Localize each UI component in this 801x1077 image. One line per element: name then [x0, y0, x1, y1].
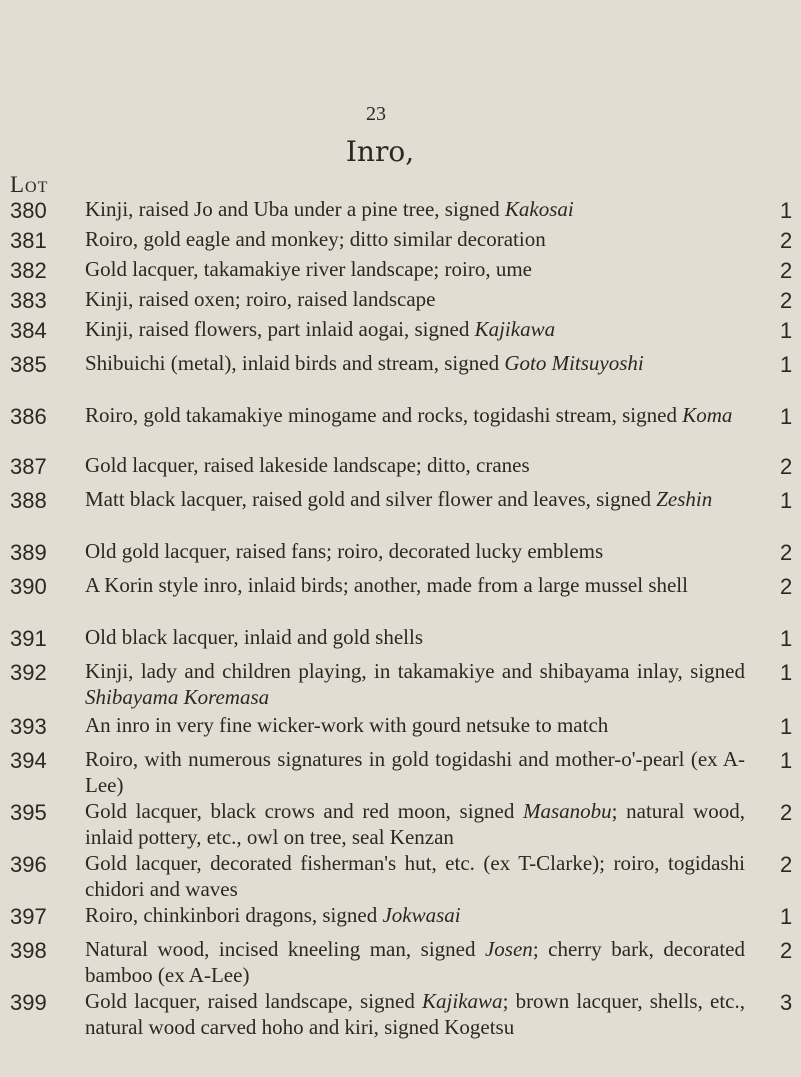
lot-quantity: 2	[780, 852, 793, 877]
lot-description	[85, 572, 745, 598]
lot-description-text: Matt black lacquer, raised gold and silver flower and leaves, signed	[85, 487, 657, 511]
lot-quantity: 2	[780, 574, 793, 599]
lot-signature: Koma	[682, 403, 733, 427]
lot-signature: Zeshin	[656, 487, 713, 511]
lot-number: 393	[10, 714, 47, 739]
lot-description-text: Roiro, with numerous signatures in gold togidashi and mother-o'-pearl (ex A-Lee)	[85, 747, 745, 797]
lot-description-text: Kinji, raised oxen; roiro, raised landscape	[85, 287, 436, 311]
lot-quantity: 2	[780, 938, 793, 963]
lot-quantity: 2	[780, 540, 793, 565]
lot-number: 397	[10, 904, 47, 929]
lot-quantity: 1	[780, 488, 793, 513]
lot-description	[85, 402, 745, 428]
lot-quantity: 3	[780, 990, 793, 1015]
lot-description	[85, 286, 745, 312]
lot-quantity: 1	[780, 748, 793, 773]
lot-description	[85, 712, 745, 738]
lot-signature: Kajikawa	[474, 317, 556, 341]
lot-signature: Shibayama Koremasa	[85, 685, 270, 709]
lot-description-text: Old gold lacquer, raised fans; roiro, decorated lucky emblems	[85, 539, 604, 563]
lot-description	[85, 902, 745, 928]
lot-number: 394	[10, 748, 47, 773]
lot-description-text: An inro in very fine wicker-work with gourd netsuke to match	[85, 713, 609, 737]
lot-quantity: 1	[780, 352, 793, 377]
lot-number: 387	[10, 454, 47, 479]
lot-description-continued: ; cherry bark, decorated bamboo (ex A-Lee)	[85, 937, 745, 987]
lot-number: 380	[10, 198, 47, 223]
lot-number: 382	[10, 258, 47, 283]
lot-signature: Goto Mitsuyoshi	[504, 351, 644, 375]
lot-number: 388	[10, 488, 47, 513]
lot-description-text: Natural wood, incised kneeling man, signed	[85, 937, 485, 961]
page-title: Inro,	[345, 135, 415, 168]
lot-number: 383	[10, 288, 47, 313]
lot-description	[85, 196, 745, 222]
lot-description-text: Gold lacquer, black crows and red moon, signed	[85, 799, 523, 823]
lot-description	[85, 452, 745, 478]
lot-number: 396	[10, 852, 47, 877]
lot-quantity: 1	[780, 714, 793, 739]
lot-number: 399	[10, 990, 47, 1015]
page-number: 23	[366, 103, 386, 125]
lot-description-text: Gold lacquer, raised lakeside landscape; ditto, cranes	[85, 453, 530, 477]
lot-description-text: Roiro, gold takamakiye minogame and rocks, togidashi stream, signed	[85, 403, 683, 427]
lot-column-header: Lot	[10, 172, 49, 197]
lot-quantity: 2	[780, 288, 793, 313]
lot-number: 385	[10, 352, 47, 377]
lot-description-text: Roiro, gold eagle and monkey; ditto similar decoration	[85, 227, 546, 251]
lot-number: 392	[10, 660, 47, 685]
lot-description	[85, 256, 745, 282]
lot-description	[85, 486, 745, 512]
lot-description	[85, 798, 745, 850]
lot-signature: Josen	[484, 937, 533, 961]
lot-quantity: 1	[780, 660, 793, 685]
lot-description	[85, 746, 745, 798]
lot-number: 389	[10, 540, 47, 565]
lot-signature: Jokwasai	[382, 903, 461, 927]
lot-description	[85, 850, 745, 902]
lot-number: 381	[10, 228, 47, 253]
lot-description	[85, 316, 745, 342]
lot-description	[85, 624, 745, 650]
lot-quantity: 2	[780, 228, 793, 253]
lot-description-text: Gold lacquer, decorated fisherman's hut, etc. (ex T-Clarke); roiro, togidashi chidori and waves	[85, 851, 745, 901]
lot-number: 398	[10, 938, 47, 963]
lot-quantity: 1	[780, 404, 793, 429]
lot-quantity: 2	[780, 454, 793, 479]
lot-description-text: Kinji, lady and children playing, in takamakiye and shibayama inlay, signed	[85, 659, 745, 683]
lot-description-text: Old black lacquer, inlaid and gold shells	[85, 625, 423, 649]
lot-description-text: Gold lacquer, raised landscape, signed	[85, 989, 423, 1013]
lot-description	[85, 538, 745, 564]
lot-signature: Kajikawa	[422, 989, 503, 1013]
lot-description-text: A Korin style inro, inlaid birds; another, made from a large mussel shell	[85, 573, 688, 597]
lot-description	[85, 936, 745, 988]
lot-description	[85, 350, 745, 376]
lot-description-text: Roiro, chinkinbori dragons, signed	[85, 903, 383, 927]
lot-description	[85, 988, 745, 1040]
lot-description-continued: ; natural wood, inlaid pottery, etc., owl on tree, seal Kenzan	[85, 799, 746, 849]
lot-signature: Kakosai	[504, 197, 574, 221]
lot-description-text: Kinji, raised flowers, part inlaid aogai, signed	[85, 317, 475, 341]
lot-quantity: 1	[780, 626, 793, 651]
lot-description-continued: ; brown lacquer, shells, etc., natural wood carved hoho and kiri, signed Kogetsu	[85, 989, 745, 1039]
lot-number: 391	[10, 626, 47, 651]
lot-description	[85, 226, 745, 252]
lot-number: 390	[10, 574, 47, 599]
lot-quantity: 2	[780, 800, 793, 825]
lot-description-text: Shibuichi (metal), inlaid birds and stream, signed	[85, 351, 505, 375]
lot-number: 384	[10, 318, 47, 343]
lot-signature: Masanobu	[523, 799, 612, 823]
lot-quantity: 1	[780, 904, 793, 929]
lot-number: 395	[10, 800, 47, 825]
lot-number: 386	[10, 404, 47, 429]
lot-description-text: Gold lacquer, takamakiye river landscape; roiro, ume	[85, 257, 532, 281]
lot-quantity: 1	[780, 318, 793, 343]
lot-description	[85, 658, 745, 710]
lot-description-text: Kinji, raised Jo and Uba under a pine tree, signed	[85, 197, 505, 221]
lot-quantity: 2	[780, 258, 793, 283]
lot-quantity: 1	[780, 198, 793, 223]
